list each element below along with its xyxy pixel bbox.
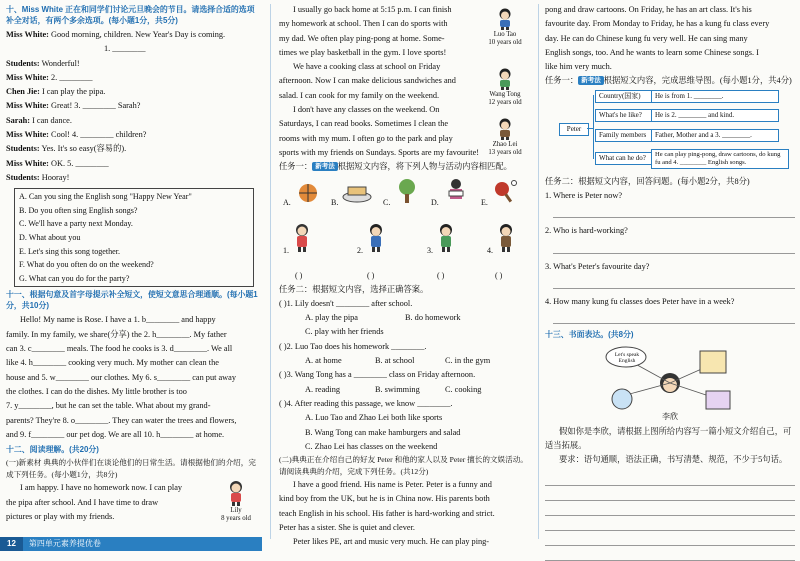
footer-title: 第四单元素养提优卷: [28, 539, 101, 548]
qa-question: 4. How many kung fu classes does Peter have in a week?: [545, 296, 735, 306]
qa-question: 2. Who is hard-working?: [545, 226, 628, 236]
mindmap-label: Country(国家): [595, 90, 655, 103]
dialogue-line: Miss White: 2. ________: [6, 72, 93, 82]
cloze-line: family. In my family, we share(分享) the 2. h________. My father: [6, 329, 227, 339]
mc-options: A. play the pipa B. do homework: [305, 313, 461, 323]
mc-question-stem: ( )4. After reading this passage, we know ________.: [279, 398, 453, 408]
qa-questions: [545, 189, 795, 324]
mc-question-stem: ( )2. Luo Tao does his homework ________.: [279, 341, 427, 351]
zhaolei-passage: I don't have any classes on the weekend. On Saturdays, I can read books. Sometimes I clean the rooms with my mum. I often go to the park and play sports with my friends on Sundays. Sports are my favourite!: [279, 105, 480, 157]
mindmap-label: What can he do?: [595, 152, 655, 165]
option-item: C. We'll have a party next Monday.: [19, 219, 133, 229]
writing-line[interactable]: [545, 531, 795, 546]
option-item: F. What do you often do on the weekend?: [19, 260, 154, 270]
qa-question: 1. Where is Peter now?: [545, 191, 623, 201]
boy-figure-icon: [365, 223, 387, 253]
task2-instruction: 任务二：根据短文内容，选择正确答案。: [279, 284, 429, 294]
options-box: [14, 188, 254, 287]
page-number: 12: [0, 537, 23, 551]
dialogue-line: 1. ________: [104, 44, 146, 54]
mc-options[interactable]: B. Wang Tong can make hamburgers and salad: [305, 427, 461, 437]
qa-question: 3. What's Peter's favourite day?: [545, 261, 650, 271]
cloze-line: parents? They're 8. o________. They can water the trees and flowers,: [6, 415, 237, 425]
new-method-badge: 新考法: [312, 162, 338, 171]
li-xin-label: 李欣: [662, 411, 678, 421]
mc-question-stem: ( )3. Wang Tong has a ________ class on Friday afternoon.: [279, 370, 476, 380]
luotao-passage: I usually go back home at 5:15 p.m. I can finish my homework at school. Then I can do sports with my dad. We often play ping-pong at home. Some- times we play basketball in the gym. I love sports!: [279, 5, 452, 57]
task1-instruction: 任务一： 新考法 根据短文内容，将下列人物与活动内容相匹配。: [279, 162, 512, 172]
person-2: 2.: [357, 223, 387, 258]
person-1: 1.: [283, 223, 313, 258]
mindmap-label: Family members: [595, 129, 655, 142]
dialogue-line: Students: Yes. It's so easy(容易的).: [6, 144, 127, 154]
person-4: 4.: [487, 223, 517, 258]
cloze-line: the clothes. I can do the dishes. My little brother is too: [6, 386, 187, 396]
person-3: 3.: [427, 223, 457, 258]
mc-question-stem: ( )1. Lily doesn't ________ after school.: [279, 298, 413, 308]
peter-passage: I have a good friend. His name is Peter. Peter is a funny and kind boy from the UK, but he is in China now. His parents both teach English in his school. His father is hard-working and strict. Peter has a sister. She is quiet and clever. Peter likes PE, art and music very much. He can play ping-: [279, 480, 495, 547]
answer-line[interactable]: [553, 309, 795, 324]
page-footer: [0, 537, 262, 551]
new-method-badge: 新考法: [578, 76, 604, 85]
activity-picture-e: E.: [481, 177, 520, 210]
lily-line: the pipa after school. And I have time to draw: [6, 497, 159, 507]
speech-bubble-text: Let's speak English: [614, 351, 640, 364]
mc-options: A. at home B. at school C. in the gym: [305, 356, 491, 366]
answer-paren[interactable]: ( ): [367, 270, 375, 280]
zhaolei-character: Zhao Lei 13 years old: [479, 118, 531, 157]
mc-options: C. play with her friends: [305, 327, 384, 337]
mc-options[interactable]: A. Luo Tao and Zhao Lei both like sports: [305, 413, 443, 423]
dialogue-line: Miss White: OK. 5. ________: [6, 158, 109, 168]
dialogue-line: Students: Wonderful!: [6, 58, 80, 68]
girl-figure-icon: [225, 480, 247, 506]
dialogue-line: Sarah: I can dance.: [6, 115, 72, 125]
column-right: [545, 0, 795, 561]
wangtong-character: Wang Tong 12 years old: [479, 68, 531, 107]
boy-figure-icon: [495, 8, 515, 30]
peter-passage-continued: pong and draw cartoons. On Friday, he has an art class. It's his favourite day. From Monday to Friday, he has a kung fu class every day. He can do Chinese kung fu very well. He can sing many English songs, too. And he wants to learn some Chinese songs. I like him very much.: [545, 5, 770, 72]
writing-line[interactable]: [545, 546, 795, 561]
lily-character: Lily 8 years old: [212, 480, 260, 523]
dialogue: [6, 28, 262, 185]
answer-line[interactable]: [553, 203, 795, 218]
activity-picture-a: A.: [283, 177, 323, 210]
cloze-line: Hello! My name is Rose. I have a 1. b________ and happy: [20, 315, 216, 325]
cloze-line: like 4. h________ cooking very much. My mother can clean the: [6, 358, 219, 368]
dialogue-line: Miss White: Good morning, children. New Year's Day is coming.: [6, 30, 226, 39]
mindmap-value[interactable]: Father, Mother and a 3. ________.: [651, 129, 779, 142]
activity-picture-c: C.: [383, 177, 422, 210]
section-11-heading: 十一、根据句意及首字母提示补全短文，使短文意思合理通顺。(每小题1分，共10分): [6, 290, 258, 311]
option-item: E. Let's sing this song together.: [19, 246, 121, 256]
boy-figure-icon: [495, 223, 517, 253]
section-13-heading: 十三、书面表达。(共8分): [545, 330, 634, 340]
ping-pong-icon: [490, 177, 520, 205]
option-item: A. Can you sing the English song "Happy New Year": [19, 192, 192, 202]
answer-line[interactable]: [553, 239, 795, 254]
cloze-line: and 9. f________ our pet dog. We are all 10. h________ at home.: [6, 429, 225, 439]
dialogue-line: Chen Jie: I can play the pipa.: [6, 87, 106, 97]
mc-options[interactable]: C. Zhao Lei has classes on the weekend: [305, 441, 438, 451]
mindmap-value[interactable]: He is 2. ________ and kind.: [651, 109, 779, 122]
sandwich-icon: [340, 177, 374, 205]
writing-line[interactable]: [545, 471, 795, 486]
activity-picture-b: B.: [331, 177, 374, 210]
writing-line[interactable]: [545, 516, 795, 531]
column-divider: [538, 4, 539, 539]
mindmap-instruction: 任务一： 新考法 根据短文内容，完成思维导图。(每小题1分，共4分): [545, 76, 792, 86]
boy-figure-icon: [495, 118, 515, 140]
cloze-passage: [6, 313, 262, 442]
answer-line[interactable]: [553, 274, 795, 289]
dialogue-line: Miss White: Great! 3. ________ Sarah?: [6, 101, 141, 111]
mc-options: A. reading B. swimming C. cooking: [305, 384, 482, 394]
boy-figure-icon: [495, 68, 515, 90]
reading-girl-icon: [441, 177, 471, 205]
mc-questions: [279, 297, 531, 454]
mindmap-center: Peter: [559, 123, 589, 136]
lily-passage: [6, 481, 204, 524]
cloze-line: 7. y________, but he can set the table. What about my grand-: [6, 401, 211, 411]
answer-paren[interactable]: ( ): [495, 270, 503, 280]
section-10-heading: 十、Miss White 正在和同学们讨论元旦晚会的节目。请选择合适的选项补全对话，有两个多余选项。(每小题1分，共5分): [6, 5, 255, 25]
mind-map: [545, 89, 795, 175]
mindmap-value[interactable]: He is from 1. ________.: [651, 90, 779, 103]
answer-paren[interactable]: ( ): [437, 270, 445, 280]
column-middle: [279, 0, 531, 550]
option-item: B. Do you often sing English songs?: [19, 205, 138, 215]
writing-requirements: 要求：语句通顺，语法正确，书写清楚、规范，不少于5句话。: [559, 454, 788, 464]
column-divider: [270, 4, 271, 539]
boy-figure-icon: [435, 223, 457, 253]
writing-line[interactable]: [545, 486, 795, 501]
dialogue-line: Students: Hooray!: [6, 172, 70, 182]
luotao-character: Luo Tao 10 years old: [479, 8, 531, 47]
matching-area: [279, 175, 531, 283]
writing-line[interactable]: [545, 501, 795, 516]
activity-picture-d: D.: [431, 177, 471, 210]
dialogue-line: Miss White: Cool! 4. ________ children?: [6, 130, 147, 140]
writing-illustration: [545, 343, 795, 425]
basketball-icon: [293, 177, 323, 205]
section-12-heading: 十二、阅读理解。(共20分): [6, 445, 99, 455]
writing-area[interactable]: [545, 471, 795, 561]
writing-prompt: 假如你是李欣，请根据上图所给内容写一篇小短文介绍自己，可适当拓展。: [545, 426, 792, 450]
cloze-line: house and 5. w________ our clothes. My 6. s________ can put away: [6, 372, 236, 382]
cloze-line: can 3. c________ meals. The food he cooks is 3. d________. We all: [6, 344, 233, 354]
mindmap-connector: [593, 95, 594, 159]
column-left: [6, 0, 262, 524]
lily-line: I am happy. I have no homework now. I can play: [20, 483, 183, 493]
wangtong-passage: We have a cooking class at school on Friday afternoon. Now I can make delicious sandwiches and salad. I can cook for my family on the weekend.: [279, 62, 456, 100]
qa-instruction: 任务二：根据短文内容，回答问题。(每小题2分，共8分): [545, 176, 750, 186]
reading-part1-intro: (一)新素材 典典的小伙伴们在谈论他们的日常生活。请根据他们的介绍，完成下列任务。(每小题1分，共8分): [6, 458, 256, 480]
girl-figure-icon: [291, 223, 313, 253]
mindmap-value[interactable]: He can play ping-pong, draw cartoons, do kung fu and 4. ________ English songs.: [651, 149, 789, 169]
tree-icon: [392, 177, 422, 205]
mindmap-label: What's he like?: [595, 109, 655, 122]
option-item: G. What can you do for the party?: [19, 273, 130, 283]
option-item: D. What about you: [19, 233, 81, 243]
lily-line: pictures or play with my friends.: [6, 511, 115, 521]
reading-part2-intro: (二)典典正在介绍自己的好友 Peter 和他的家人以及 Peter 擅长的文娱活动。请阅读典典的介绍，完成下列任务。(共12分): [279, 455, 528, 477]
answer-paren[interactable]: ( ): [295, 270, 303, 280]
